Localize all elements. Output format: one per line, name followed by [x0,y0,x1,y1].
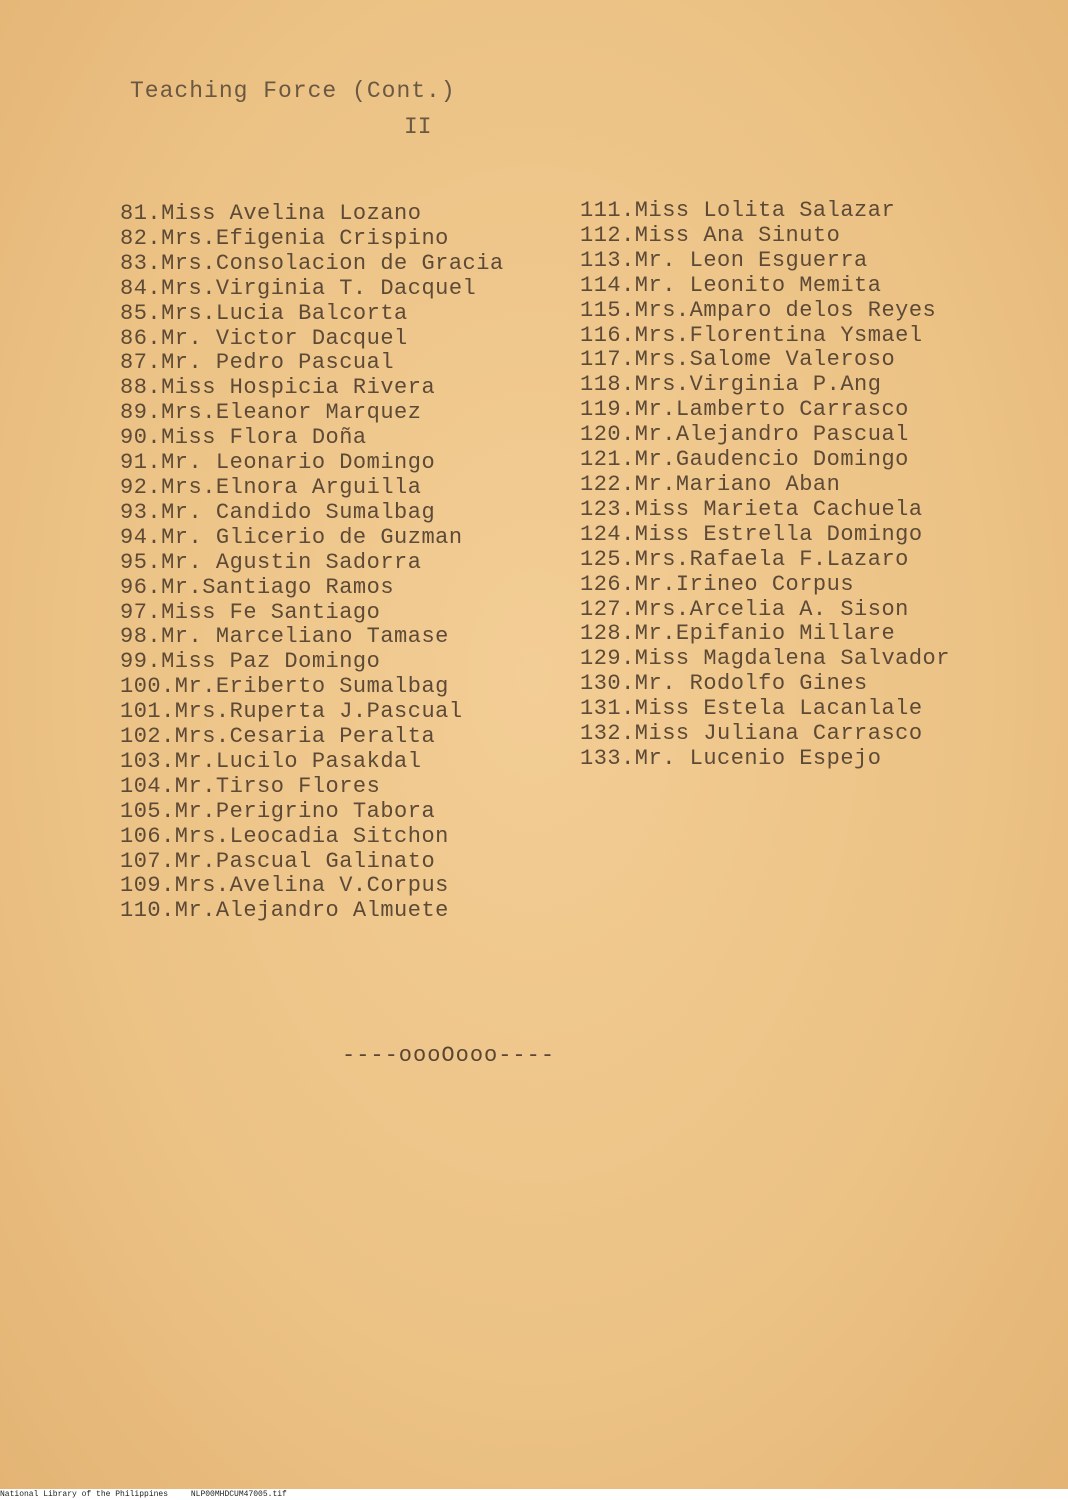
list-item: 95.Mr. Agustin Sadorra [120,549,422,575]
list-item: 106.Mrs.Leocadia Sitchon [120,823,449,849]
list-item: 117.Mrs.Salome Valeroso [580,347,896,373]
list-item: 128.Mr.Epifanio Millare [580,621,896,647]
teacher-list-left [120,202,504,924]
list-item: 86.Mr. Victor Dacquel [120,325,408,351]
list-item: 85.Mrs.Lucia Balcorta [120,300,408,326]
list-item: 103.Mr.Lucilo Pasakdal [120,748,422,774]
footer-library: National Library of the Philippines [0,1490,169,1499]
list-item: 107.Mr.Pascual Galinato [120,848,436,874]
list-item: 97.Miss Fe Santiago [120,599,381,625]
list-item: 119.Mr.Lamberto Carrasco [580,397,909,423]
section-number: II [404,114,432,140]
list-item: 132.Miss Juliana Carrasco [580,721,923,747]
page-title: Teaching Force (Cont.) [130,78,456,104]
teacher-list-right [580,199,950,772]
footer-filename: NLP00MHDCUM47005.tif [190,1490,287,1499]
list-item: 98.Mr. Marceliano Tamase [120,624,449,650]
list-item: 126.Mr.Irineo Corpus [580,571,855,597]
list-item: 124.Miss Estrella Domingo [580,521,923,547]
list-item: 91.Mr. Leonario Domingo [120,450,436,476]
list-item: 93.Mr. Candido Sumalbag [120,499,436,525]
list-item: 84.Mrs.Virginia T. Dacquel [120,275,477,301]
list-item: 100.Mr.Eriberto Sumalbag [120,674,449,700]
list-item: 102.Mrs.Cesaria Peralta [120,724,436,750]
list-item: 120.Mr.Alejandro Pascual [580,422,909,448]
list-item: 89.Mrs.Eleanor Marquez [120,400,422,426]
list-item: 88.Miss Hospicia Rivera [120,375,436,401]
list-item: 112.Miss Ana Sinuto [580,222,841,248]
list-item: 131.Miss Estela Lacanlale [580,696,923,722]
list-item: 111.Miss Lolita Salazar [580,198,896,223]
list-item: 118.Mrs.Virginia P.Ang [580,372,882,398]
list-item: 81.Miss Avelina Lozano [120,201,422,226]
list-item: 129.Miss Magdalena Salvador [580,646,950,672]
list-item: 114.Mr. Leonito Memita [580,272,882,298]
list-item: 122.Mr.Mariano Aban [580,471,841,497]
list-item: 116.Mrs.Florentina Ysmael [580,322,923,348]
list-item: 101.Mrs.Ruperta J.Pascual [120,699,463,725]
section-divider: ----oooOooo---- [342,1043,556,1068]
list-item: 127.Mrs.Arcelia A. Sison [580,596,909,622]
list-item: 90.Miss Flora Doña [120,425,367,451]
list-item: 121.Mr.Gaudencio Domingo [580,447,909,473]
list-item: 105.Mr.Perigrino Tabora [120,798,436,824]
list-item: 87.Mr. Pedro Pascual [120,350,395,376]
list-item: 104.Mr.Tirso Flores [120,773,381,799]
scan-footer [0,1489,1068,1500]
list-item: 110.Mr.Alejandro Almuete [120,898,449,924]
list-item: 99.Miss Paz Domingo [120,649,381,675]
list-item: 83.Mrs.Consolacion de Gracia [120,250,504,276]
list-item: 82.Mrs.Efigenia Crispino [120,225,449,251]
list-item: 133.Mr. Lucenio Espejo [580,745,882,771]
list-item: 125.Mrs.Rafaela F.Lazaro [580,546,909,572]
list-item: 115.Mrs.Amparo delos Reyes [580,297,937,323]
list-item: 96.Mr.Santiago Ramos [120,574,395,600]
list-item: 92.Mrs.Elnora Arguilla [120,474,422,500]
list-item: 113.Mr. Leon Esguerra [580,247,868,273]
list-item: 130.Mr. Rodolfo Gines [580,671,868,697]
list-item: 109.Mrs.Avelina V.Corpus [120,873,449,899]
list-item: 94.Mr. Glicerio de Guzman [120,524,463,550]
list-item: 123.Miss Marieta Cachuela [580,496,923,522]
